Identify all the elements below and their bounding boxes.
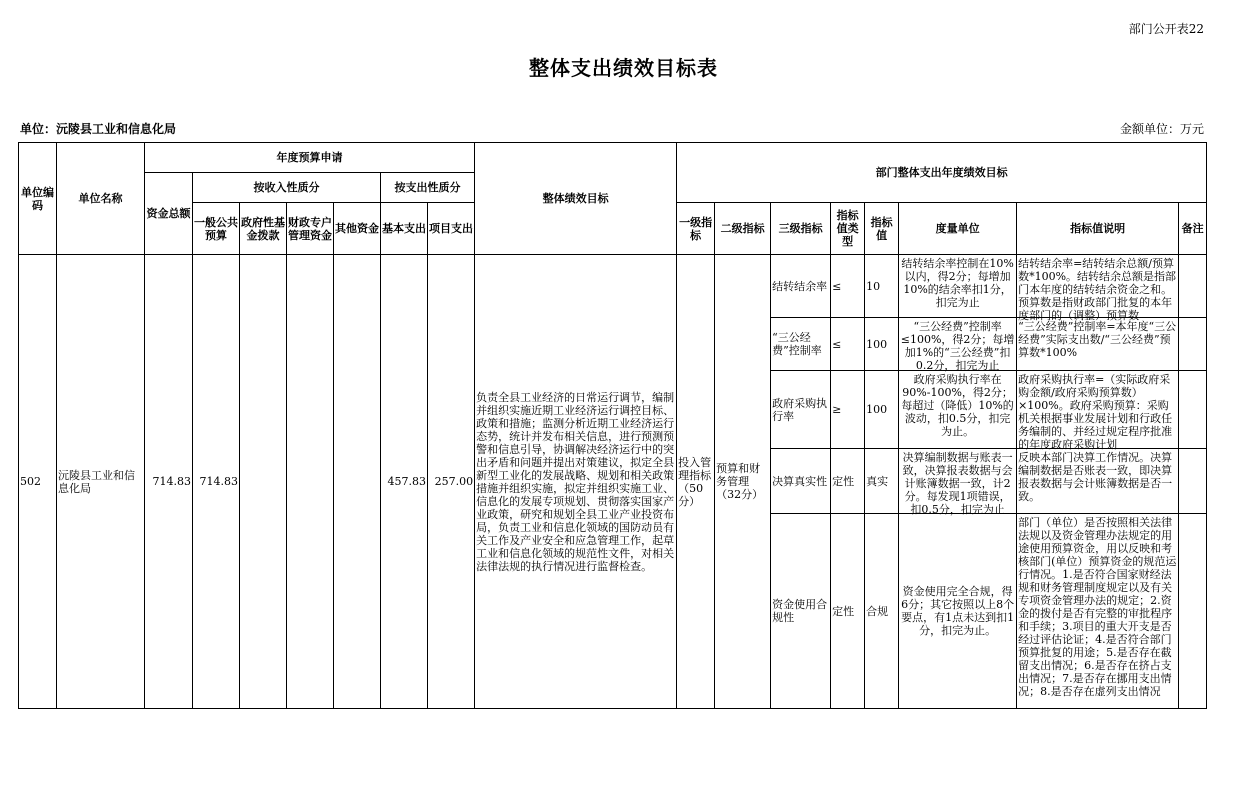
unit-label: 单位：沅陵县工业和信息化局 [20,122,177,136]
header-basic-expense: 基本支出 [381,203,428,255]
indicator-remark [1179,371,1207,449]
indicator-remark [1179,255,1207,318]
header-other-fund: 其他资金 [334,203,381,255]
cell-special-account [287,255,334,709]
header-total: 资金总额 [145,173,193,255]
header-by-expense: 按支出性质分 [381,173,475,203]
cell-level1: 投入管理指标（50分） [677,255,715,709]
cell-general-budget: 714.83 [193,255,240,709]
indicator-value: 真实 [865,449,899,514]
header-dept-goal: 部门整体支出年度绩效目标 [677,143,1207,203]
indicator-value: 10 [865,255,899,318]
indicator-remark [1179,318,1207,371]
indicator-value: 合规 [865,514,899,709]
header-unit-code: 单位编码 [19,143,57,255]
indicator-measure: 资金使用完全合规，得6分；其它按照以上8个要点，有1点未达到扣1分，扣完为止。 [901,585,1015,637]
indicator-desc: 部门（单位）是否按照相关法律法规以及资金管理办法规定的用途使用预算资金，用以反映和考核部门(单位）预算资金的规范运行情况。1.是否符合国家财经法规和财务管理制度规定以及有关专项资金管理办法的规定；2.资金的拨付是否有完整的审批程序和手续；3.项目的重大开支是否经过评估论证；4.是否符合部门预算批复的用途；5.是否存在截留支出情况；6.是否存在挤占支出情况；7.是否存在挪用支出情况；8.是否存在虚列支出情况 [1018,516,1177,698]
indicator-type: ≤ [831,255,865,318]
header-level3: 三级指标 [771,203,831,255]
cell-other-fund [334,255,381,709]
cell-total: 714.83 [145,255,193,709]
header-overall-goal: 整体绩效目标 [475,143,677,255]
indicator-value: 100 [865,371,899,449]
header-gov-fund: 政府性基金拨款 [240,203,287,255]
cell-basic-expense: 457.83 [381,255,428,709]
indicator-name: 结转结余率 [771,255,831,318]
cell-gov-fund [240,255,287,709]
header-general-budget: 一般公共预算 [193,203,240,255]
indicator-type: ≥ [831,371,865,449]
header-special-account: 财政专户管理资金 [287,203,334,255]
indicator-remark [1179,514,1207,709]
page-title: 整体支出绩效目标表 [529,56,718,80]
indicator-measure: 结转结余率控制在10%以内，得2分；每增加10%的结余率扣1分，扣完为止 [901,257,1014,309]
indicator-type: ≤ [831,318,865,371]
header-unit-name: 单位名称 [57,143,145,255]
cell-project-expense: 257.00 [428,255,475,709]
indicator-desc: 结转结余率=结转结余总额/预算数*100%。结转结余总额是指部门本年度的结转结余资金之和。预算数是指财政部门批复的本年度部门的（调整）预算数 [1018,257,1177,322]
money-unit: 金额单位：万元 [1119,122,1204,136]
indicator-name: “三公经费”控制率 [771,318,831,371]
cell-unit-name: 沅陵县工业和信息化局 [57,255,145,709]
indicator-type: 定性 [831,449,865,514]
performance-table [18,142,1207,709]
indicator-name: 决算真实性 [771,449,831,514]
header-remark: 备注 [1179,203,1207,255]
header-by-income: 按收入性质分 [193,173,381,203]
header-annual-budget: 年度预算申请 [145,143,475,173]
indicator-type: 定性 [831,514,865,709]
indicator-desc: 政府采购执行率=（实际政府采购金额/政府采购预算数）×100%。政府采购预算：采购机关根据事业发展计划和行政任务编制的、并经过规定程序批准的年度政府采购计划 [1018,373,1173,451]
header-project-expense: 项目支出 [428,203,475,255]
page-code: 部门公开表22 [1128,22,1204,36]
header-level1: 一级指标 [677,203,715,255]
indicator-measure: 决算编制数据与账表一致，决算报表数据与会计账簿数据一致，计2分。每发现1项错误，扣0.5分，扣完为止 [902,450,1013,516]
indicator-measure: 政府采购执行率在90%-100%，得2分；每超过（降低）10%的波动，扣0.5分，扣完为止。 [901,373,1014,438]
cell-unit-code: 502 [19,255,57,709]
indicator-value: 100 [865,318,899,371]
cell-overall-goal: 负责全县工业经济的日常运行调节，编制并组织实施近期工业经济运行调控目标、政策和措施；监测分析近期工业经济运行态势，统计并发布相关信息，进行预测预警和信息引导，协调解决经济运行中的突出矛盾和问题并提出对策建议，拟定全县新型工业化的发展战略、规划和相关政策措施并组织实施，拟定并组织实施工业、信息化的发展专项规划、贯彻落实国家产业政策，研究和规划全县工业产业投资布局，负责工业和信息化领域的国防动员有关工作及产业安全和应急管理工作，起草工业和信息化领域的规范性文件，对相关法律法规的执行情况进行监督检查。 [475,255,677,709]
header-measure-unit: 度量单位 [899,203,1017,255]
indicator-name: 政府采购执行率 [771,371,831,449]
indicator-desc: 反映本部门决算工作情况。决算编制数据是否账表一致，即决算报表数据与会计账簿数据是否一致。 [1018,450,1173,503]
header-value: 指标值 [865,203,899,255]
indicator-name: 资金使用合规性 [771,514,831,709]
header-level2: 二级指标 [715,203,771,255]
header-value-desc: 指标值说明 [1017,203,1179,255]
indicator-remark [1179,449,1207,514]
cell-level2: 预算和财务管理（32分） [715,255,771,709]
header-value-type: 指标值类型 [831,203,865,255]
indicator-measure: “三公经费”控制率≤100%，得2分；每增加1%的“三公经费”扣0.2分，扣完为止 [900,319,1015,372]
indicator-desc: “三公经费”控制率=本年度“三公经费”实际支出数/“三公经费”预算数*100% [1018,319,1177,359]
